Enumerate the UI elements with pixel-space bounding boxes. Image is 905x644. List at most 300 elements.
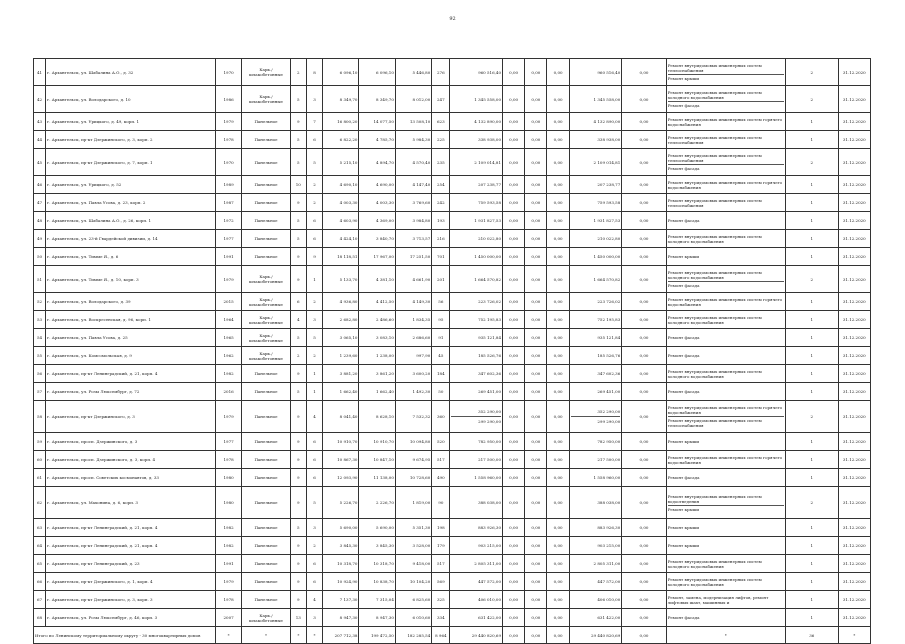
deadline-cell: 31.12.2020 [838,555,870,573]
fund-cell: 0,00 [503,176,525,194]
area-total-cell: 10 910,70 [323,433,359,451]
work-count-cell: 1 [786,329,839,347]
work-item: Ремонт внутридомовых инженерных систем холодного водоснабжения [667,558,762,569]
cost-cell: 2 805 311,00 [450,555,503,573]
table-row [34,383,871,401]
work-count-cell: 2 [786,59,839,86]
area-residential-cell: 3 528,00 [395,537,431,555]
fund-cell: 0,00 [547,248,569,266]
year-cell: 1982 [215,519,241,537]
work-item: Ремонт внутридомовых инженерных систем горячего водоснабжения [667,116,783,127]
fund-cell: 0,00 [547,212,569,230]
total-star: * [290,627,306,644]
area-living-cell: 6 096,10 [359,59,395,86]
area-residential-cell: 4 149,30 [395,293,431,311]
owner-cost-cell: 1 931 827,53 [569,212,622,230]
entrances-cell: 3 [306,609,322,627]
residents-cell: 623 [432,113,450,131]
area-residential-cell: 2 686,60 [395,329,431,347]
owner-cost-cell: 388 038,00 [569,487,622,519]
residents-cell: 247 [432,86,450,113]
floors-cell: 9 [290,573,306,591]
owner-cost-cell: 1 558 960,00 [569,469,622,487]
material-cell: Карк./ шлакобетонные [242,86,291,113]
fund-cell: 0,00 [525,433,547,451]
year-cell: 1972 [215,212,241,230]
year-cell: 1979 [215,573,241,591]
total-specific-cost: 0,00 [622,627,666,644]
area-living-cell: 4 894,70 [359,149,395,176]
year-cell: 1978 [215,131,241,149]
fund-cell: 0,00 [503,230,525,248]
entrances-cell: 7 [306,113,322,131]
specific-cost-cell: 0,00 [622,212,666,230]
residents-cell: 517 [432,555,450,573]
table-row [34,311,871,329]
work-item: Ремонт внутридомовых инженерных систем горячего водоснабжения [667,405,783,415]
table-row [34,451,871,469]
residents-cell: 184 [432,365,450,383]
fund-cell: 0,00 [525,469,547,487]
fund-cell: 0,00 [525,555,547,573]
owner-cost-cell: 960 516,40 [569,59,622,86]
total-star: * [838,627,870,644]
work-item: Ремонт внутридомовых инженерных систем теплоснабжения [667,197,762,208]
specific-cost-cell: 0,00 [622,487,666,519]
specific-cost-cell: 0,00 [622,293,666,311]
table-row [34,194,871,212]
work-count-cell: 2 [786,266,839,293]
address-cell: г. Архангельск, ул. Розы Люксембург, д. 46, корп. 3 [46,609,216,627]
area-living-cell: 4 412,50 [359,293,395,311]
fund-cell: 0,00 [503,311,525,329]
works-cell [666,59,785,86]
material-cell: Панельное [242,401,291,433]
works-cell [666,194,785,212]
fund-cell: 0,00 [503,59,525,86]
fund-cell: 0,00 [525,248,547,266]
works-cell [666,469,785,487]
address-cell: г. Архангельск, ул. Павла Усова, д. 23, корп. 2 [46,194,216,212]
cost-cell: 217 500,00 [450,451,503,469]
address-cell: г. Архангельск, пр-кт Ленинградский, д. 21, корп. 4 [46,519,216,537]
fund-cell: 0,00 [525,347,547,365]
deadline-cell: 31.12.2020 [838,293,870,311]
owner-cost-cell: 903 215,00 [569,537,622,555]
material-cell: Панельное [242,383,291,401]
address-cell: г. Архангельск, пр-кт Дзержинского, д. 7, корп. 1 [46,149,216,176]
entrances-cell: 4 [306,591,322,609]
fund-cell: 0,00 [547,451,569,469]
area-residential-cell: 10 728,60 [395,469,431,487]
entrances-cell: 1 [306,383,322,401]
row-number: 56 [34,365,46,383]
residents-cell: 179 [432,537,450,555]
entrances-cell: 2 [306,347,322,365]
floors-cell: 5 [290,329,306,347]
fund-cell: 0,00 [503,365,525,383]
floors-cell: 9 [290,194,306,212]
area-residential-cell: 9 674,95 [395,451,431,469]
fund-cell: 0,00 [503,451,525,469]
residents-cell: 56 [432,293,450,311]
table-row [34,59,871,86]
entrances-cell: 1 [306,266,322,293]
floors-cell: 4 [290,311,306,329]
cost-cell: 752 195,83 [450,311,503,329]
fund-cell: 0,00 [547,293,569,311]
area-residential-cell: 5 984,30 [395,131,431,149]
area-total-cell: 4 690,10 [323,176,359,194]
specific-cost-cell: 0,00 [622,469,666,487]
table-row [34,401,871,433]
specific-cost-cell: 0,00 [622,131,666,149]
deadline-cell: 31.12.2020 [838,59,870,86]
row-number: 45 [34,149,46,176]
floors-cell: 5 [290,230,306,248]
owner-cost-cell: 759 593,58 [569,194,622,212]
work-count-cell: 1 [786,311,839,329]
address-cell: г. Архангельск, ул. Урицкого, д. 52 [46,176,216,194]
row-number: 50 [34,248,46,266]
material-cell: Панельное [242,555,291,573]
address-cell: г. Архангельск, ул. Шабалина А.О., д. 32 [46,59,216,86]
table-row [34,609,871,627]
material-cell: Панельное [242,131,291,149]
specific-cost-cell: 0,00 [622,194,666,212]
specific-cost-cell: 0,00 [622,537,666,555]
residents-cell: 50 [432,383,450,401]
address-cell: г. Архангельск, пр-кт Ленинградский, д. 21, корп. 4 [46,365,216,383]
owner-cost-cell: 1 345 558,00 [569,86,622,113]
floors-cell: 2 [290,347,306,365]
owner-cost-cell: 406 010,00 [569,591,622,609]
fund-cell: 0,00 [503,537,525,555]
works-cell [666,248,785,266]
fund-cell: 0,00 [525,451,547,469]
deadline-cell: 31.12.2020 [838,487,870,519]
area-residential-cell: 3 600,20 [395,365,431,383]
cost-cell: 185 526,76 [450,347,503,365]
work-count-cell: 1 [786,555,839,573]
address-cell: г. Архангельск, просп. Дзержинского, д. 3, корп. 4 [46,451,216,469]
area-residential-cell: 9 418,00 [395,555,431,573]
work-item: Ремонт фасада [667,353,700,358]
fund-cell: 0,00 [547,176,569,194]
address-cell: г. Архангельск, ул. Розы Люксембург, д. 72 [46,383,216,401]
works-cell [666,113,785,131]
fund-cell: 0,00 [503,383,525,401]
work-count-cell: 1 [786,293,839,311]
row-number: 43 [34,113,46,131]
fund-cell: 0,00 [503,113,525,131]
material-cell: Панельное [242,365,291,383]
fund-cell: 0,00 [525,266,547,293]
total-star: * [666,627,785,644]
work-count-cell: 1 [786,537,839,555]
entrances-cell: 3 [306,519,322,537]
area-residential-cell: 10 094,80 [395,433,431,451]
floors-cell: 6 [290,293,306,311]
year-cell: 1970 [215,149,241,176]
cost-value: 352 290,00 [571,407,621,417]
address-cell: г. Архангельск, пр-кт Дзержинского, д. 3 [46,401,216,433]
address-cell: г. Архангельск, ул. Тимме Я., д. 6 [46,248,216,266]
fund-cell: 0,00 [503,487,525,519]
material-cell: Карк./ шлакобетонные [242,59,291,86]
material-cell: Панельное [242,573,291,591]
area-living-cell: 4 369,00 [359,212,395,230]
work-item: Ремонт крыши [667,506,700,512]
entrances-cell: 3 [306,86,322,113]
owner-cost-cell: 207 238,77 [569,176,622,194]
area-total-cell: 5 690,00 [323,519,359,537]
entrances-cell: 8 [306,59,322,86]
floors-cell: 9 [290,487,306,519]
cost-cell: 210 022,80 [450,230,503,248]
material-cell: Карк./ шлакобетонные [242,311,291,329]
residents-cell: 325 [432,591,450,609]
table-row [34,537,871,555]
specific-cost-cell: 0,00 [622,519,666,537]
residents-cell: 254 [432,176,450,194]
year-cell: 1982 [215,365,241,383]
deadline-cell: 31.12.2020 [838,591,870,609]
owner-cost-cell: 210 022,80 [569,230,622,248]
cost-cell: 782 950,00 [450,433,503,451]
fund-cell: 0,00 [525,591,547,609]
table-row [34,573,871,591]
deadline-cell: 31.12.2020 [838,383,870,401]
material-cell: Панельное [242,212,291,230]
fund-cell: 0,00 [525,311,547,329]
floors-cell: 9 [290,365,306,383]
year-cell: 1978 [215,591,241,609]
work-count-cell: 1 [786,365,839,383]
works-cell [666,329,785,347]
area-living-cell: 3 840,70 [359,230,395,248]
work-count-cell: 2 [786,149,839,176]
row-number: 66 [34,573,46,591]
address-cell: г. Архангельск, пр-кт Дзержинского, д. 3, корп. 3 [46,591,216,609]
work-item: Ремонт крыши [667,543,700,548]
cost-cell: 935 121,84 [450,329,503,347]
area-total-cell: 18 118,51 [323,248,359,266]
work-count-cell: 2 [786,401,839,433]
area-living-cell: 3 861,20 [359,365,395,383]
entrances-cell: 1 [306,365,322,383]
material-cell: Панельное [242,537,291,555]
works-cell [666,609,785,627]
owner-cost-cell: 217 500,00 [569,451,622,469]
total-area-living: 199 472,50 [359,627,395,644]
work-count-cell: 1 [786,573,839,591]
works-cell [666,212,785,230]
work-item: Ремонт крыши [667,76,700,81]
fund-cell: 0,00 [503,86,525,113]
deadline-cell: 31.12.2020 [838,194,870,212]
fund-cell: 0,00 [525,365,547,383]
fund-cell: 0,00 [547,311,569,329]
area-living-cell: 10 838,70 [359,573,395,591]
owner-cost-cell: 447 572,00 [569,573,622,591]
entrances-cell: 6 [306,230,322,248]
work-item: Ремонт крыши [667,254,700,259]
address-cell: г. Архангельск, просп. Советских космонавтов, д. 33 [46,469,216,487]
fund-cell: 0,00 [547,347,569,365]
area-residential-cell: 4 570,40 [395,149,431,176]
area-residential-cell: 3 984,80 [395,212,431,230]
cost-cell: 1 664 570,82 [450,266,503,293]
year-cell: 1979 [215,266,241,293]
row-number: 64 [34,537,46,555]
fund-cell: 0,00 [503,212,525,230]
row-number: 58 [34,401,46,433]
area-residential-cell: 1 834,35 [395,311,431,329]
owner-cost-cell: 2 805 311,00 [569,555,622,573]
floors-cell: 5 [290,131,306,149]
floors-cell: 9 [290,266,306,293]
fund-cell: 0,00 [547,365,569,383]
area-residential-cell: 4 661,90 [395,266,431,293]
row-number: 51 [34,266,46,293]
cost-value: 299 290,00 [478,419,501,424]
area-total-cell: 8 041,40 [323,401,359,433]
floors-cell: 9 [290,401,306,433]
floors-cell: 2 [290,59,306,86]
works-cell [666,487,785,519]
table-row [34,176,871,194]
row-number: 61 [34,469,46,487]
owner-cost-cell: 338 938,00 [569,131,622,149]
cost-cell: 631 422,00 [450,609,503,627]
deadline-cell: 31.12.2020 [838,131,870,149]
area-residential-cell: 5 446,80 [395,59,431,86]
work-count-cell: 1 [786,212,839,230]
area-total-cell: 4 424,10 [323,230,359,248]
area-residential-cell: 7 532,32 [395,401,431,433]
area-residential-cell: 1 492,30 [395,383,431,401]
year-cell: 1962 [215,347,241,365]
area-total-cell: 6 822,20 [323,131,359,149]
area-total-cell: 5 133,70 [323,266,359,293]
work-count-cell: 1 [786,383,839,401]
table-body [34,59,871,644]
area-residential-cell: 997,90 [395,347,431,365]
fund-cell: 0,00 [503,519,525,537]
fund-cell: 0,00 [525,537,547,555]
works-cell [666,347,785,365]
works-cell [666,131,785,149]
works-cell [666,433,785,451]
specific-cost-cell: 0,00 [622,329,666,347]
work-count-cell: 1 [786,248,839,266]
address-cell: г. Архангельск, ул. 23-й Гвардейской дивизии, д. 14 [46,230,216,248]
fund-cell: 0,00 [503,591,525,609]
year-cell: 2016 [215,383,241,401]
fund-cell: 0,00 [525,609,547,627]
deadline-cell: 31.12.2020 [838,248,870,266]
cost-cell: 4 132 890,00 [450,113,503,131]
entrances-cell: 5 [306,149,322,176]
area-total-cell: 10 318,70 [323,555,359,573]
deadline-cell: 31.12.2020 [838,573,870,591]
area-living-cell: 4 690,00 [359,176,395,194]
material-cell: Карк./ шлакобетонные [242,293,291,311]
fund-cell: 0,00 [547,86,569,113]
year-cell: 1982 [215,537,241,555]
entrances-cell: 6 [306,451,322,469]
address-cell: г. Архангельск, ул. Тимме Я., д. 10, корп. 3 [46,266,216,293]
deadline-cell: 31.12.2020 [838,519,870,537]
cost-cell: 1 450 000,00 [450,248,503,266]
deadline-cell: 31.12.2020 [838,230,870,248]
entrances-cell: 3 [306,311,322,329]
year-cell: 1987 [215,194,241,212]
floors-cell: 13 [290,609,306,627]
material-cell: Панельное [242,176,291,194]
entrances-cell: 2 [306,537,322,555]
table-row [34,131,871,149]
cost-cell: 447 572,00 [450,573,503,591]
area-living-cell: 17 967,00 [359,248,395,266]
year-cell: 1977 [215,230,241,248]
work-item: Ремонт фасада [667,389,700,394]
total-area-residential: 182 285,54 [395,627,431,644]
specific-cost-cell: 0,00 [622,113,666,131]
area-residential-cell: 5 351,30 [395,519,431,537]
deadline-cell: 31.12.2020 [838,212,870,230]
work-count-cell: 1 [786,194,839,212]
address-cell: г. Архангельск, ул. Шабалина А.О., д. 26, корп. 1 [46,212,216,230]
material-cell: Панельное [242,194,291,212]
year-cell: 1978 [215,451,241,469]
fund-cell: 0,00 [503,248,525,266]
fund-cell: 0,00 [525,113,547,131]
fund-cell: 0,00 [525,176,547,194]
area-living-cell: 4 003,30 [359,194,395,212]
area-total-cell: 16 800,20 [323,113,359,131]
area-total-cell: 12 093,90 [323,469,359,487]
residents-cell: 198 [432,519,450,537]
work-count-cell: 1 [786,451,839,469]
entrances-cell: 6 [306,131,322,149]
fund-cell: 0,00 [547,591,569,609]
fund-cell: 0,00 [503,609,525,627]
area-living-cell: 4 381,10 [359,266,395,293]
material-cell: Карк./ шлакобетонные [242,347,291,365]
area-residential-cell: 3 713,57 [395,230,431,248]
fund-cell: 0,00 [525,401,547,433]
floors-cell: 9 [290,248,306,266]
deadline-cell: 31.12.2020 [838,86,870,113]
deadline-cell: 31.12.2020 [838,113,870,131]
area-total-cell: 1 239,60 [323,347,359,365]
specific-cost-cell: 0,00 [622,451,666,469]
fund-cell: 0,00 [525,573,547,591]
row-number: 57 [34,383,46,401]
owner-cost-cell [569,401,622,433]
fund-cell: 0,00 [547,131,569,149]
work-item: Ремонт фасада [667,335,700,340]
work-count-cell: 1 [786,591,839,609]
work-item: Ремонт внутридомовых инженерных систем теплоснабжения [668,62,784,75]
residents-cell: 334 [432,609,450,627]
year-cell: 1979 [215,401,241,433]
owner-cost-cell: 935 121,84 [569,329,622,347]
residents-cell: 193 [432,212,450,230]
work-count-cell: 1 [786,230,839,248]
